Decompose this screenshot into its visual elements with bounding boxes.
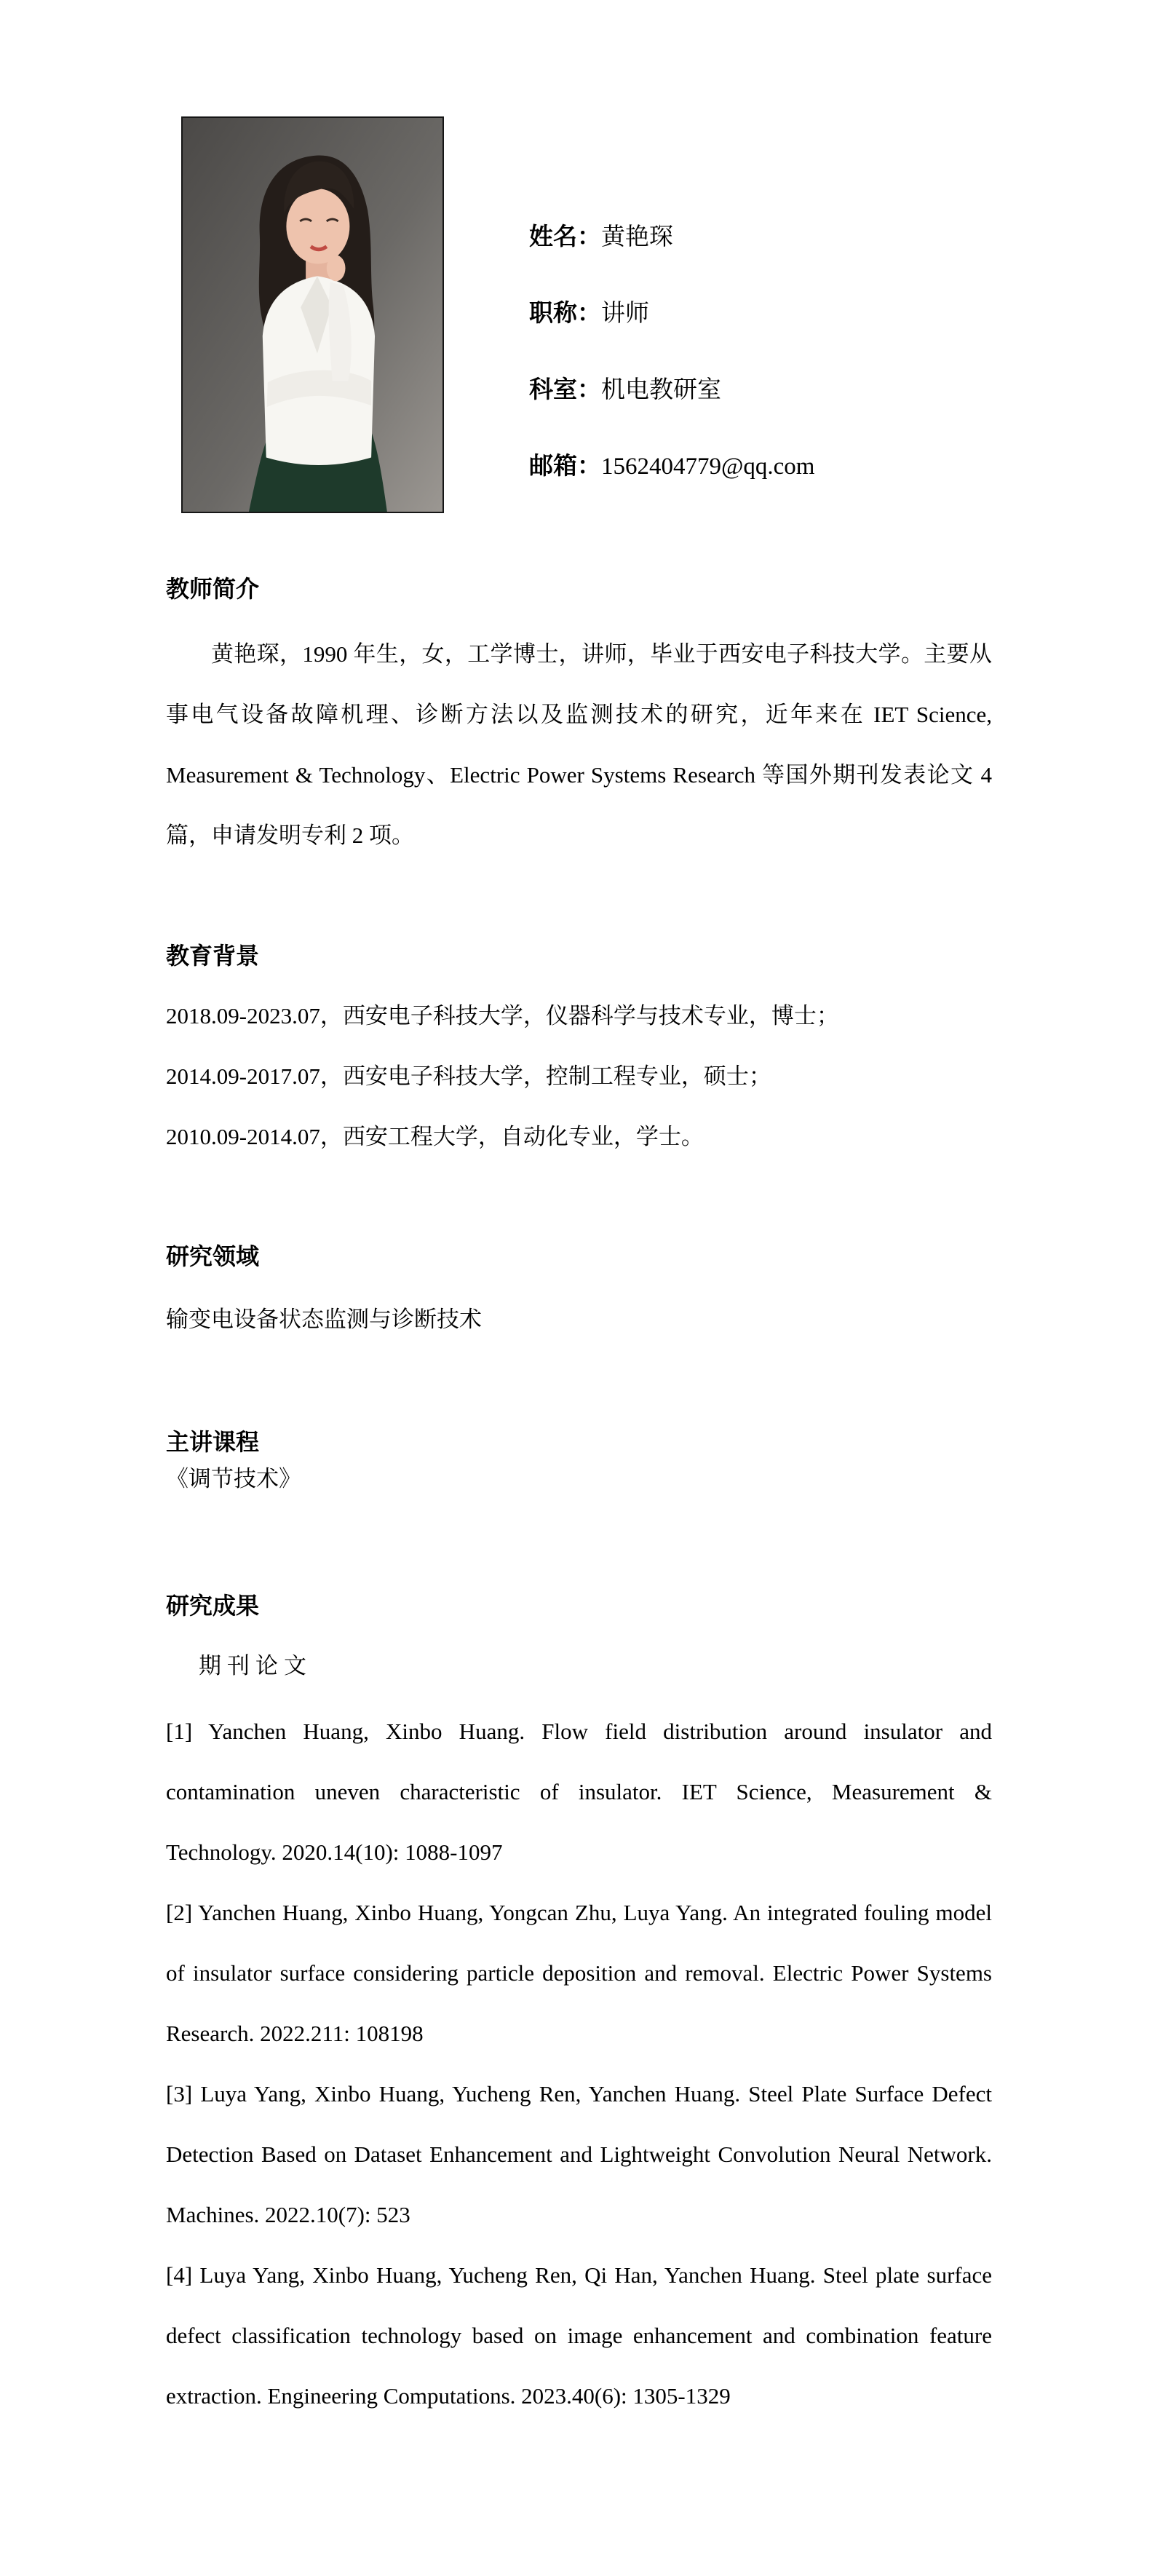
- publication-list: [166, 1701, 992, 2426]
- name-label: 姓名：: [529, 224, 601, 250]
- office-value: 机电教研室: [601, 377, 721, 403]
- title-label: 职称：: [529, 301, 601, 327]
- hand-shape: [327, 255, 346, 282]
- face-shape: [286, 189, 349, 263]
- section-heading-achievements: 研究成果: [166, 1593, 260, 1619]
- education-line: 2014.09-2017.07，西安电子科技大学，控制工程专业，硕士；: [166, 1063, 771, 1089]
- email-value: 1562404779@qq.com: [601, 453, 815, 480]
- info-field-office: [529, 376, 814, 405]
- research-area-line: 输变电设备状态监测与诊断技术: [166, 1307, 482, 1332]
- publication-item: [2] Yanchen Huang, Xinbo Huang, Yongcan Zhu, Luya Yang. An integrated fouling model of insulator surface considering particle deposition and removal. Electric Power Systems Research. 2022.211: 108198: [166, 1900, 992, 2046]
- education-line: 2018.09-2023.07，西安电子科技大学，仪器科学与技术专业，博士；: [166, 1003, 839, 1029]
- journal-papers-subheading: 期刊论文: [199, 1653, 312, 1679]
- profile-photo: [181, 116, 444, 513]
- info-fields: [529, 223, 814, 528]
- name-value: 黄艳琛: [601, 224, 673, 250]
- info-field-title: [529, 299, 814, 328]
- section-heading-research-area: 研究领域: [166, 1243, 260, 1269]
- section-heading-courses: 主讲课程: [166, 1429, 260, 1455]
- intro-paragraph: 黄艳琛，1990 年生，女，工学博士，讲师，毕业于西安电子科技大学。主要从事电气设备故障机理、诊断方法以及监测技术的研究，近年来在 IET Science, Measurement & Technology、Electric Power Systems Research 等国外期刊发表论文 4 篇，申请发明专利 2 项。: [166, 641, 992, 848]
- education-lines: [166, 986, 992, 1167]
- section-heading-education: 教育背景: [166, 943, 260, 969]
- info-field-email: [529, 452, 814, 481]
- publication-item: [4] Luya Yang, Xinbo Huang, Yucheng Ren, Qi Han, Yanchen Huang. Steel plate surface defect classification technology based on image enhancement and combination feature extraction. Engineering Computations. 2023.40(6): 1305-1329: [166, 2262, 992, 2409]
- info-field-name: [529, 223, 814, 252]
- publication-item: [3] Luya Yang, Xinbo Huang, Yucheng Ren, Yanchen Huang. Steel Plate Surface Defect Detection Based on Dataset Enhancement and Lightweight Convolution Neural Network. Machines. 2022.10(7): 523: [166, 2081, 992, 2227]
- document-content: [166, 568, 992, 2426]
- course-line: 《调节技术》: [166, 1466, 301, 1491]
- section-heading-intro: 教师简介: [166, 576, 260, 602]
- portrait-illustration: [183, 118, 442, 512]
- office-label: 科室：: [529, 377, 601, 403]
- title-value: 讲师: [601, 301, 649, 327]
- email-label: 邮箱：: [529, 453, 601, 480]
- publication-item: [1] Yanchen Huang, Xinbo Huang. Flow field distribution around insulator and contamination uneven characteristic of insulator. IET Science, Measurement & Technology. 2020.14(10): 1088-1097: [166, 1719, 992, 1865]
- education-line: 2010.09-2014.07，西安工程大学，自动化专业，学士。: [166, 1124, 704, 1149]
